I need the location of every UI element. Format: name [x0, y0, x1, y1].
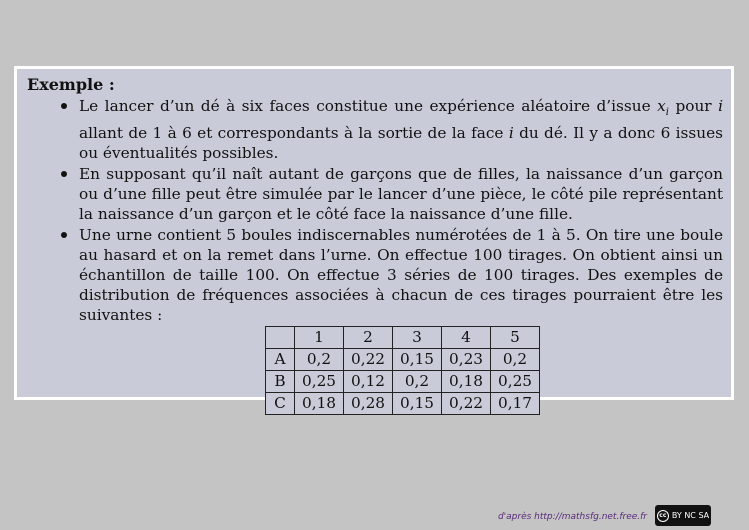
bullet-icon [61, 232, 67, 238]
table-cell: 0,22 [344, 349, 393, 371]
table-cell: 0,18 [442, 371, 491, 393]
item-text: Une urne contient 5 boules indiscernables numérotées de 1 à 5. On tire une boule au hasard et on la remet dans l’urne. On effectue 100 tirages. On obtient ainsi un échantillon de taille 100. On effectue 3 séries de 100 tirages. Des exemples de distribution de fréquences associées à chacun de ces tirages pourraient être les suivantes : [79, 226, 723, 325]
table-cell: 0,2 [491, 349, 540, 371]
license-badge-text: BY NC SA [671, 511, 710, 520]
table-header-cell [266, 327, 295, 349]
row-label: B [266, 371, 295, 393]
table-cell: 0,22 [442, 393, 491, 415]
table-cell: 0,23 [442, 349, 491, 371]
row-label: C [266, 393, 295, 415]
bullet-icon [61, 171, 67, 177]
table-cell: 0,25 [295, 371, 344, 393]
frequency-table [265, 326, 540, 415]
table-header-cell: 5 [491, 327, 540, 349]
list-item [79, 164, 723, 224]
bullet-icon [61, 103, 67, 109]
slide-page [14, 66, 734, 413]
table-header-row [266, 327, 540, 349]
table-cell: 0,2 [393, 371, 442, 393]
item-text-part: Le lancer d’un dé à six faces constitue une expérience aléatoire d’issue [79, 97, 658, 115]
math-variable: i [718, 97, 723, 115]
table-cell: 0,18 [295, 393, 344, 415]
math-variable: i [508, 124, 514, 143]
example-title: Exemple : [27, 75, 115, 94]
table-cell: 0,25 [491, 371, 540, 393]
table-header-cell: 4 [442, 327, 491, 349]
table-cell: 0,17 [491, 393, 540, 415]
list-item [79, 225, 723, 325]
table-cell: 0,2 [295, 349, 344, 371]
table-header-cell: 2 [344, 327, 393, 349]
math-variable: x [657, 97, 666, 115]
source-credit-link[interactable]: d'après http://mathsfg.net.free.fr [497, 512, 647, 522]
table-cell: 0,15 [393, 393, 442, 415]
example-list [27, 96, 723, 325]
table-header-cell: 3 [393, 327, 442, 349]
table-row [266, 371, 540, 393]
table-header-cell: 1 [295, 327, 344, 349]
item-text-part: pour [668, 97, 719, 115]
example-box [17, 69, 731, 413]
table-cell: 0,12 [344, 371, 393, 393]
table-cell: 0,28 [344, 393, 393, 415]
cc-icon: cc [657, 510, 669, 522]
item-text-part: du dé. Il y a donc 6 issues ou éventualités possibles. [79, 124, 723, 163]
table-row [266, 349, 540, 371]
table-cell: 0,15 [393, 349, 442, 371]
item-text-part: allant de 1 à 6 et correspondants à la sortie de la face [79, 124, 509, 143]
math-subscript: i [665, 107, 669, 119]
creative-commons-badge[interactable] [655, 505, 711, 526]
table-row [266, 393, 540, 415]
item-text: En supposant qu’il naît autant de garçons que de filles, la naissance d’un garçon ou d’une fille peut être simulée par le lancer d’une pièce, le côté pile représentant la naissance d’un garçon et le côté face la naissance d’une fille. [79, 165, 723, 224]
list-item [79, 96, 723, 163]
row-label: A [266, 349, 295, 371]
